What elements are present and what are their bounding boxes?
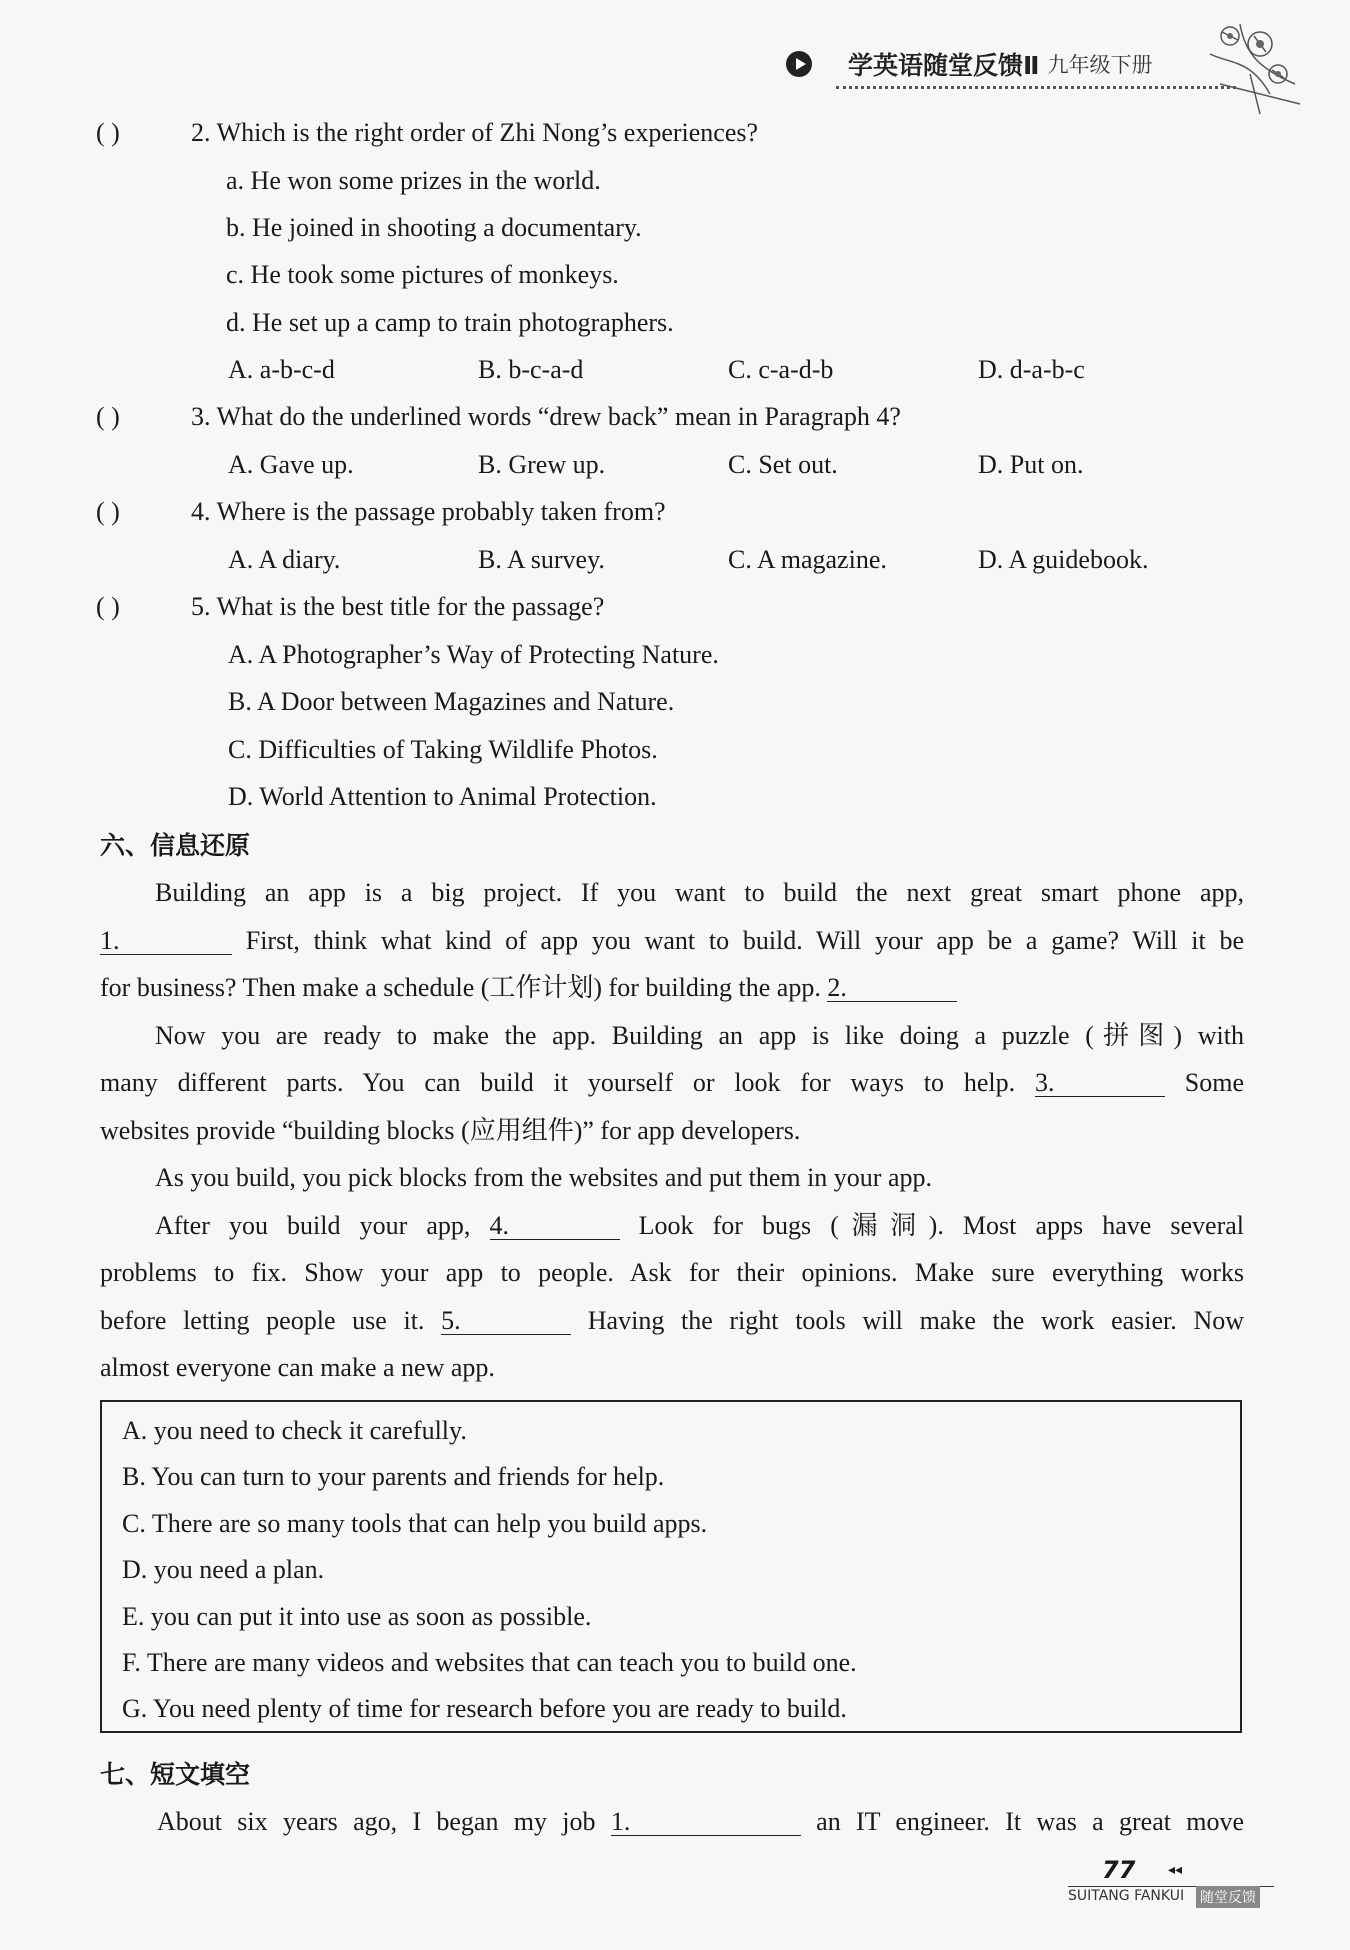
blank-1[interactable]: 1. [611,1805,801,1836]
option: A. a-b-c-d [228,355,335,384]
blank-1[interactable]: 1. [100,924,232,955]
page-number: 77 [1102,1856,1136,1884]
header-dotted-rule [836,86,1236,89]
blank-4[interactable]: 4. [490,1209,620,1240]
blank-3[interactable]: 3. [1035,1066,1165,1097]
passage-line: problems to fix. Show your app to people. Ask for their opinions. Make sure everything works [100,1258,1244,1287]
passage-line: websites provide “building blocks (应用组件)” for app developers. [100,1116,801,1145]
option: B. A survey. [478,545,605,574]
statement: a. He won some prizes in the world. [226,166,601,195]
book-subtitle: 九年级下册 [1047,53,1153,77]
flower-ornament-icon [1200,14,1310,124]
option: D. Put on. [978,450,1084,479]
page-header [786,44,1152,84]
answer-paren: ( ) [96,592,120,621]
statement: c. He took some pictures of monkeys. [226,260,619,289]
option: A. Gave up. [228,450,354,479]
passage-line: Now you are ready to make the app. Building an app is like doing a puzzle (拼图) with [155,1021,1244,1050]
passage-line: Building an app is a big project. If you want to build the next great smart phone app, [155,878,1244,907]
footer-badge: 随堂反馈 [1196,1886,1260,1908]
passage-line: many different parts. You can build it yourself or look for ways to help. 3. Some [100,1068,1244,1097]
question-stem: 3. What do the underlined words “drew back” mean in Paragraph 4? [191,402,901,431]
passage-line: for business? Then make a schedule (工作计划) for building the app. 2. [100,971,957,1005]
choices-box [100,1400,1242,1733]
choice-item: G. You need plenty of time for research before you are ready to build. [122,1694,847,1723]
option: C. A magazine. [728,545,887,574]
question-stem: 5. What is the best title for the passage? [191,592,605,621]
choice-item: C. There are so many tools that can help you build apps. [122,1509,708,1538]
passage-line: After you build your app, 4. Look for bugs (漏洞). Most apps have several [155,1211,1245,1240]
answer-paren: ( ) [96,402,120,431]
option: C. c-a-d-b [728,355,834,384]
option: C. Set out. [728,450,838,479]
option: C. Difficulties of Taking Wildlife Photos. [228,735,658,764]
arrows-icon: ◂◂ [1168,1863,1183,1878]
statement: b. He joined in shooting a documentary. [226,213,642,242]
choice-item: A. you need to check it carefully. [122,1416,467,1445]
blank-2[interactable]: 2. [827,971,957,1002]
choice-item: D. you need a plan. [122,1555,325,1584]
passage-line: almost everyone can make a new app. [100,1353,495,1382]
option: B. Grew up. [478,450,606,479]
choice-item: E. you can put it into use as soon as possible. [122,1602,592,1631]
passage-line: before letting people use it. 5. Having the right tools will make the work easier. Now [100,1306,1244,1335]
option: B. A Door between Magazines and Nature. [228,687,675,716]
passage-line: About six years ago, I began my job 1. an IT engineer. It was a great move [157,1807,1245,1836]
option: D. A guidebook. [978,545,1149,574]
question-stem: 4. Where is the passage probably taken from? [191,497,666,526]
book-title: 学英语随堂反馈Ⅱ [848,51,1040,80]
play-icon [786,51,812,77]
option: D. d-a-b-c [978,355,1085,384]
footer-latin: SUITANG FANKUI [1068,1888,1185,1904]
section-heading: 六、信息还原 [100,831,251,860]
option: A. A diary. [228,545,341,574]
statement: d. He set up a camp to train photographers. [226,308,674,337]
blank-5[interactable]: 5. [441,1304,571,1335]
option: D. World Attention to Animal Protection. [228,782,657,811]
passage-line: As you build, you pick blocks from the websites and put them in your app. [155,1163,933,1192]
section-heading: 七、短文填空 [100,1760,251,1789]
answer-paren: ( ) [96,118,120,147]
question-stem: 2. Which is the right order of Zhi Nong’s experiences? [191,118,759,147]
choice-item: B. You can turn to your parents and friends for help. [122,1462,665,1491]
choice-item: F. There are many videos and websites that can teach you to build one. [122,1648,857,1677]
option: B. b-c-a-d [478,355,584,384]
answer-paren: ( ) [96,497,120,526]
option: A. A Photographer’s Way of Protecting Nature. [228,640,719,669]
passage-line: 1. First, think what kind of app you want to build. Will your app be a game? Will it be [100,926,1244,955]
